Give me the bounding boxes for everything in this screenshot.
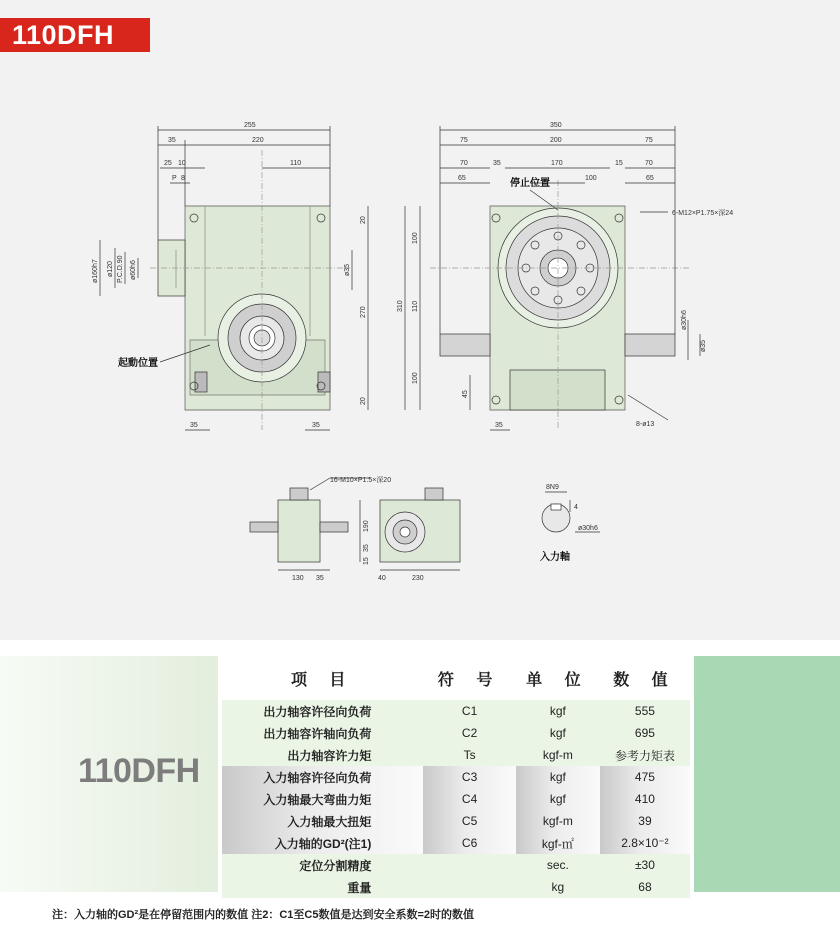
dim-text: 200	[550, 137, 562, 144]
cell-symbol: C5	[423, 810, 515, 832]
cell-item: 入力轴的GD²(注1)	[222, 832, 423, 854]
side-view	[405, 126, 700, 430]
cell-symbol: C6	[423, 832, 515, 854]
cell-value: 68	[600, 876, 690, 898]
dim-text: 15	[615, 160, 623, 167]
cell-unit: kgf	[516, 788, 600, 810]
dim-text: ø120	[107, 261, 114, 277]
cell-symbol: C1	[423, 700, 515, 722]
cell-unit: kgf	[516, 700, 600, 722]
cell-value: 参考力矩表	[600, 744, 690, 766]
header-item: 项 目	[222, 656, 423, 700]
table-row	[222, 766, 690, 788]
dim-text: 35	[190, 422, 198, 429]
dim-text: 4	[574, 504, 578, 511]
cell-value: ±30	[600, 854, 690, 876]
table-row	[222, 788, 690, 810]
dim-text: 8	[181, 175, 185, 182]
dim-text: ø35	[700, 339, 707, 352]
dim-text: 40	[378, 575, 386, 582]
table-row	[222, 876, 690, 898]
cell-symbol: C3	[423, 766, 515, 788]
dim-text: 35	[316, 575, 324, 582]
spec-section	[0, 656, 840, 895]
cell-unit: sec.	[516, 854, 600, 876]
dim-text: 25	[164, 160, 172, 167]
dim-text: ø35	[344, 263, 351, 276]
dim-text: 15	[363, 557, 370, 565]
cell-symbol: C4	[423, 788, 515, 810]
table-row	[222, 700, 690, 722]
dim-text: 100	[412, 372, 419, 384]
stop-position-label: 停止位置	[510, 178, 550, 189]
dim-text: 190	[363, 520, 370, 532]
dim-text: 35	[312, 422, 320, 429]
cell-symbol	[423, 854, 515, 876]
dim-text: 70	[460, 160, 468, 167]
start-position-label: 起動位置	[118, 358, 158, 369]
cell-value: 2.8×10⁻²	[600, 832, 690, 854]
dim-text: 65	[458, 175, 466, 182]
dim-text: 270	[360, 306, 367, 318]
dim-text: 8-ø13	[636, 421, 655, 428]
cell-item: 出力轴容许轴向负荷	[222, 722, 423, 744]
cell-unit: kgf-m	[516, 810, 600, 832]
table-header-row	[222, 656, 690, 700]
dim-text: 45	[462, 390, 469, 398]
dim-text: 75	[645, 137, 653, 144]
cell-value: 555	[600, 700, 690, 722]
dim-text: 230	[412, 575, 424, 582]
dim-text: 100	[585, 175, 597, 182]
dim-text: 310	[397, 300, 404, 312]
dim-text: ø30h6	[681, 310, 688, 330]
dim-text: ø160h7	[92, 259, 99, 283]
small-view	[250, 478, 460, 570]
dim-text: 110	[412, 300, 419, 312]
table-row	[222, 854, 690, 876]
dim-text: 170	[551, 160, 563, 167]
dim-text: 70	[645, 160, 653, 167]
dim-text: P	[172, 175, 177, 182]
cell-symbol	[423, 876, 515, 898]
table-row	[222, 832, 690, 854]
dim-text: ø60h6	[130, 260, 137, 280]
dim-text: 220	[252, 137, 264, 144]
dim-text: 100	[412, 232, 419, 244]
cell-item: 重量	[222, 876, 423, 898]
dim-text: 35	[493, 160, 501, 167]
dim-text: 255	[244, 122, 256, 129]
header-value: 数 值	[600, 656, 690, 700]
dim-text: 110	[290, 160, 302, 167]
dim-text: 35	[363, 544, 370, 552]
cell-item: 出力轴容许径向负荷	[222, 700, 423, 722]
dim-text: 35	[168, 137, 176, 144]
cell-value: 475	[600, 766, 690, 788]
dim-text: P.C.D.90	[117, 255, 124, 283]
cell-unit: kg	[516, 876, 600, 898]
cell-item: 入力轴容许径向负荷	[222, 766, 423, 788]
header-unit: 单 位	[516, 656, 600, 700]
dim-text: 65	[646, 175, 654, 182]
cell-value: 695	[600, 722, 690, 744]
dim-text: 75	[460, 137, 468, 144]
model-label: 110DFH	[78, 752, 200, 790]
table-row	[222, 744, 690, 766]
dim-text: 20	[360, 216, 367, 224]
spec-table	[222, 656, 690, 898]
dim-text: 16-M10×P1.5×深20	[330, 477, 392, 484]
dim-text: 130	[292, 575, 304, 582]
cell-unit: kgf-㎡	[516, 832, 600, 854]
model-panel	[0, 656, 218, 892]
cell-unit: kgf	[516, 766, 600, 788]
page-title: 110DFH	[12, 20, 115, 50]
table-row	[222, 722, 690, 744]
dim-text: 6-M12×P1.75×深24	[672, 210, 734, 217]
cell-unit: kgf-m	[516, 744, 600, 766]
cell-unit: kgf	[516, 722, 600, 744]
dim-text: 8N9	[546, 484, 559, 491]
dim-text: 350	[550, 122, 562, 129]
cell-symbol: Ts	[423, 744, 515, 766]
dim-text: 35	[495, 422, 503, 429]
table-row	[222, 810, 690, 832]
header-symbol: 符 号	[423, 656, 515, 700]
dim-text: 10	[178, 160, 186, 167]
cell-value: 39	[600, 810, 690, 832]
cell-item: 入力轴最大扭矩	[222, 810, 423, 832]
cell-item: 出力轴容许力矩	[222, 744, 423, 766]
dim-text: 20	[360, 397, 367, 405]
input-shaft-label: 入力軸	[540, 552, 570, 563]
accent-panel	[694, 656, 840, 892]
front-view	[100, 126, 368, 430]
dim-text: ø30h6	[578, 525, 598, 532]
cell-item: 定位分割精度	[222, 854, 423, 876]
cell-value: 410	[600, 788, 690, 810]
cell-item: 入力轴最大弯曲力矩	[222, 788, 423, 810]
footnote: 注：入力轴的GD²是在停留范围内的数值 注2：C1至C5数值是达到安全系数=2时的数值	[52, 909, 474, 921]
cell-symbol: C2	[423, 722, 515, 744]
